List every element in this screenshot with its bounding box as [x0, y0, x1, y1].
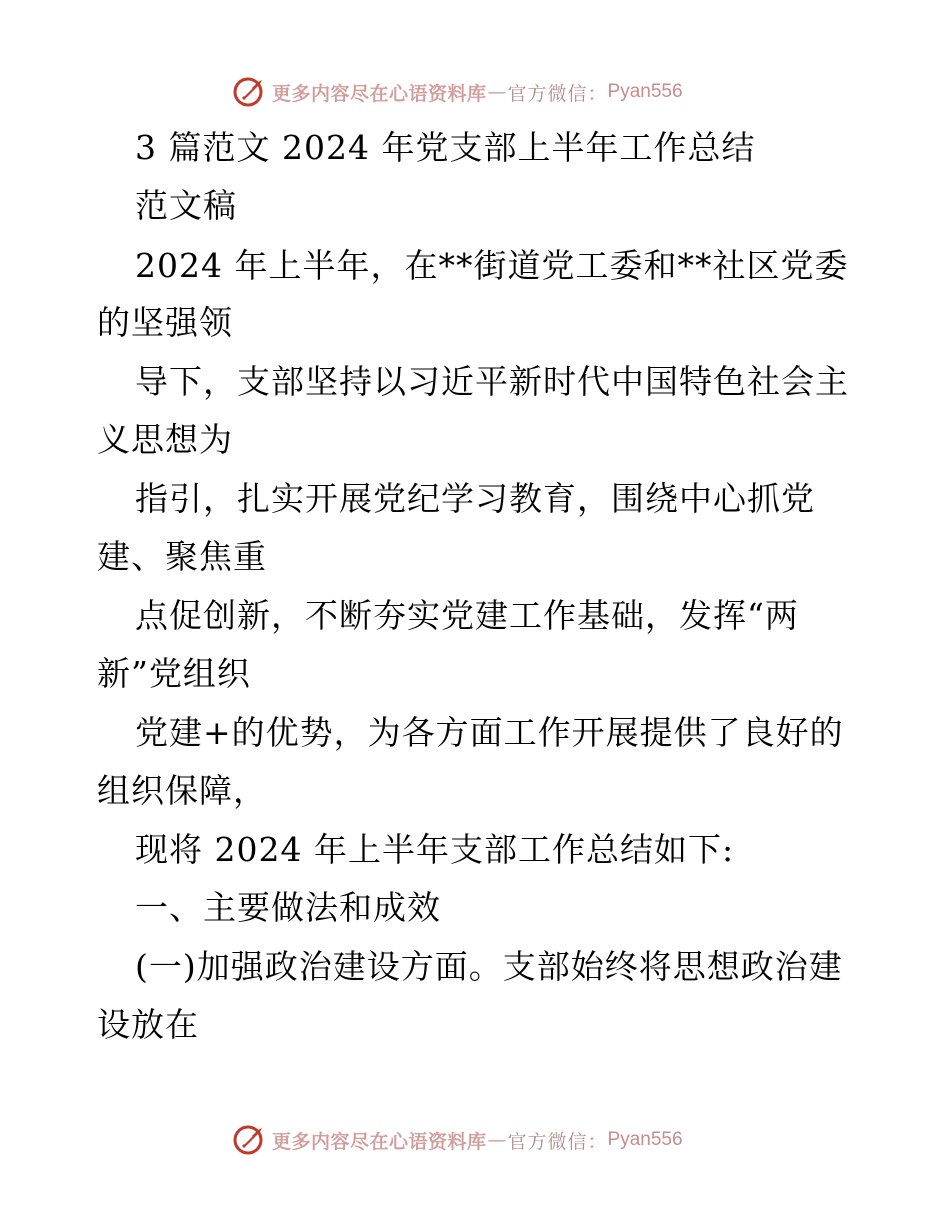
paragraph-line: 设放在	[97, 1005, 199, 1044]
paragraph-line: 党建+的优势，为各方面工作开展提供了良好的	[135, 713, 844, 752]
banner-site-text: 更多内容尽在心语资料库	[272, 82, 487, 105]
section-heading: 一、主要做法和成效	[135, 888, 441, 927]
paragraph-line: 现将 2024 年上半年支部工作总结如下:	[135, 830, 735, 869]
quill-logo-icon	[232, 1122, 268, 1158]
banner-dash: —	[487, 1129, 507, 1151]
paragraph-line: 2024 年上半年，在**街道党工委和**社区党委	[135, 246, 849, 285]
paragraph-line: 点促创新，不断夯实党建工作基础，发挥“两	[135, 596, 799, 635]
banner-official-label: 官方微信：	[507, 82, 608, 105]
doc-subtitle: 范文稿	[135, 186, 237, 225]
doc-title: 3 篇范文 2024 年党支部上半年工作总结	[135, 128, 756, 167]
paragraph-line: 义思想为	[97, 420, 233, 459]
banner-wechat-id: Pyan556	[607, 1129, 683, 1150]
paragraph-line: 组织保障，	[97, 771, 267, 810]
paragraph-line: 建、聚焦重	[97, 537, 267, 576]
paragraph-line: 导下，支部坚持以习近平新时代中国特色社会主	[135, 362, 849, 401]
banner-site-text: 更多内容尽在心语资料库	[272, 1130, 487, 1153]
paragraph-line: (一)加强政治建设方面。支部始终将思想政治建	[135, 947, 843, 986]
footer-banner	[232, 1120, 752, 1160]
paragraph-line: 新”党组织	[97, 654, 251, 693]
paragraph-line: 的坚强领	[97, 303, 233, 342]
banner-official-label: 官方微信：	[507, 1130, 608, 1153]
paragraph-line: 指引，扎实开展党纪学习教育，围绕中心抓党	[135, 479, 815, 518]
header-banner	[232, 72, 752, 112]
banner-dash: —	[487, 81, 507, 103]
banner-wechat-id: Pyan556	[607, 81, 683, 102]
quill-logo-icon	[232, 74, 268, 110]
